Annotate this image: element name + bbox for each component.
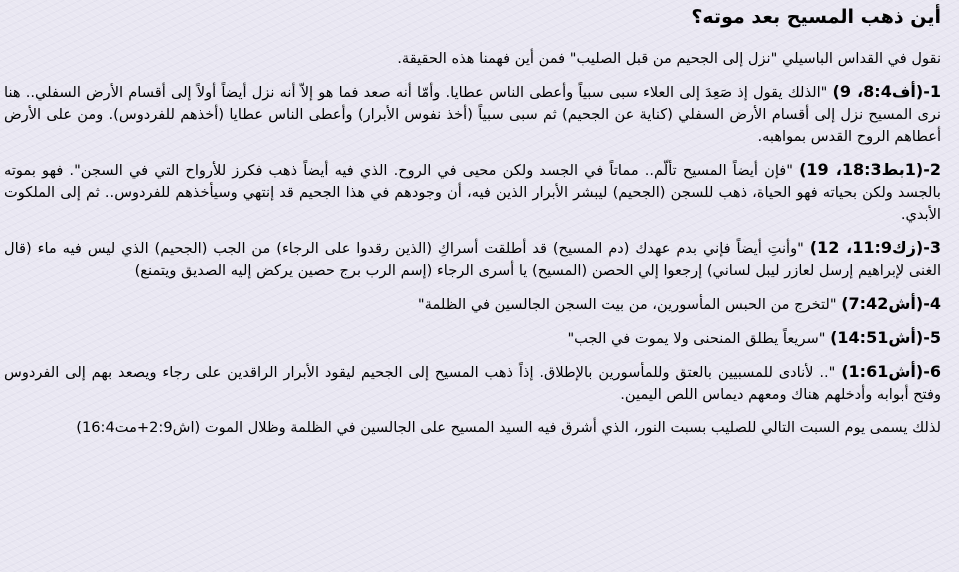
point-6-paragraph <box>4 361 941 406</box>
point-6-reference: 6-(أش1:61) <box>841 362 941 381</box>
point-5-paragraph <box>4 327 941 350</box>
point-1-reference: 1-(أف8:4، 9) <box>832 82 941 101</box>
document-page <box>4 0 941 572</box>
closing-paragraph: لذلك يسمى يوم السبت التالي للصليب بسبت النور، الذي أشرق فيه السيد المسيح على الجالسين في الظلمة وظلال الموت (اش2:9+مت16:4) <box>76 419 941 436</box>
point-4-text: "لتخرج من الحبس المأسورين، من بيت السجن الجالسين في الظلمة" <box>417 296 842 313</box>
point-4-reference: 4-(أش7:42) <box>841 294 941 313</box>
point-1-paragraph <box>4 81 941 148</box>
page-title: أين ذهب المسيح بعد موته؟ <box>691 6 941 28</box>
point-6-text: ".. لأنادى للمسبيين بالعتق وللمأسورين بالإطلاق. إذاً ذهب المسيح إلى الجحيم ليقود الأبرار الراقدين على رجاء ويصعد بهم إلى الفردوس وفتح أبوابه وأدخلهم هناك ومعهم ديماس اللص اليمين. <box>4 364 941 403</box>
point-5-reference: 5-(أش14:51) <box>830 328 941 347</box>
point-3-paragraph <box>4 237 941 282</box>
point-2-text: "فإن أيضاً المسيح تألّم.. مماتاً في الجسد ولكن محيى في الروح. الذي فيه أيضاً ذهب فكرز للأرواح التي في السجن". فهو بموته بالجسد ولكن بحياته فهو الحياة، ذهب للسجن (الجحيم) ليبشر الأبرار الذين فيه، أن وجودهم في هذا الجحيم قد إنتهي وسيأخذهم للفردوس.. ثم إلى الملكوت الأبدي. <box>4 162 941 223</box>
point-2-paragraph <box>4 159 941 226</box>
point-3-text: "وأنتِ أيضاً فإني بدم عهدك (دم المسيح) قد أطلقت أسراكِ (الذين رقدوا على الرجاء) من الجب (الجحيم) الذي ليس فيه ماء (قال الغنى لإبراهيم إرسل لعازر ليبل لساني) إرجعوا إلي الحصن (المسيح) يا أسرى الرجاء (إسم الرب برج حصين يركض إليه الصديق ويتمنع) <box>4 240 941 279</box>
point-1-text: "الذلك يقول إذ صَعِدَ إلى العلاء سبى سبياً وأعطى الناس عطايا. وأمّا أنه صعد فما هو إلاّ أنه نزل أيضاً أولاً إلى أقسام الأرض السفلي.. هنا نرى المسيح نزل إلى أقسام الأرض السفلي (كناية عن الجحيم) ثم سبى سبياً (أخذ نفوس الأبرار) وأعطى الناس عطايا (أخذهم للفردوس). ومن على الأرض أعطاهم الروح القدس بمواهبه. <box>4 84 941 145</box>
point-2-reference: 2-(1بط18:3، 19) <box>799 160 941 179</box>
point-4-paragraph <box>4 293 941 316</box>
point-3-reference: 3-(زك11:9، 12) <box>809 238 941 257</box>
point-5-text: "سريعاً يطلق المنحنى ولا يموت في الجب" <box>567 330 831 347</box>
intro-paragraph: نقول في القداس الباسيلي "نزل إلى الجحيم من قبل الصليب" فمن أين فهمنا هذه الحقيقة. <box>397 50 941 67</box>
